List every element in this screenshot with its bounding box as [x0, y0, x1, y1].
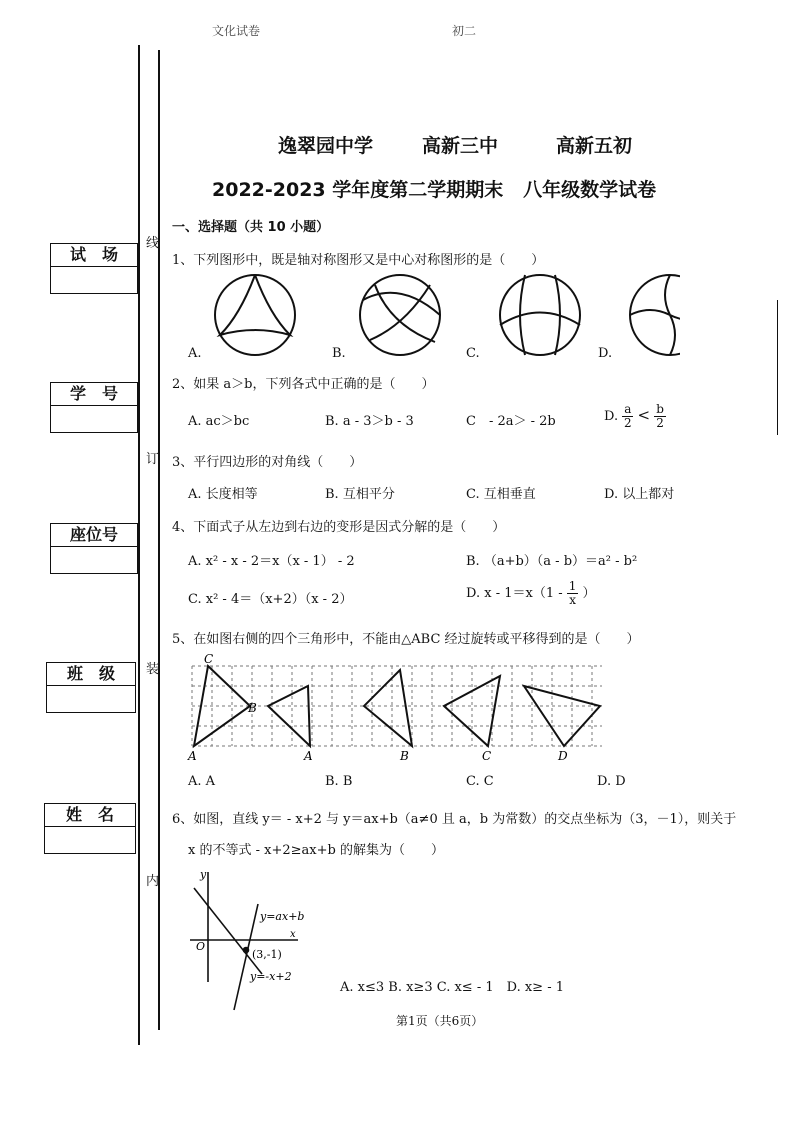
q4-option-a: A. x² - x - 2＝x（x - 1） - 2	[188, 554, 355, 569]
q4-option-d-suffix: ）	[582, 586, 596, 601]
q5-triangle-d	[524, 686, 600, 746]
seat-number-label: 座位号	[51, 524, 137, 547]
side-char-xian: 线	[146, 236, 160, 251]
q2-frac-left-den: 2	[623, 416, 632, 430]
q2-frac-right-num: b	[656, 402, 664, 416]
side-char-nei: 内	[146, 874, 160, 889]
q2-frac-right-den: 2	[656, 416, 664, 430]
q5-triangle-a	[268, 686, 310, 746]
q2-option-a: A. ac＞bc	[188, 414, 250, 429]
q6-x-label: x	[290, 929, 296, 940]
class-box[interactable]	[46, 662, 136, 713]
q5-triangle-b	[364, 670, 412, 746]
q5-label-a-vertex: A	[188, 749, 197, 763]
q1-label-a: A.	[188, 346, 202, 361]
q4-option-d	[466, 580, 596, 607]
school-1: 逸翠园中学	[278, 135, 374, 157]
q2-option-b: B. a - 3＞b - 3	[325, 414, 414, 429]
q2-option-d-prefix: D.	[604, 409, 619, 424]
q4-frac-den: x	[569, 593, 576, 607]
q2-option-d	[604, 403, 666, 430]
side-char-ding: 订	[146, 452, 160, 467]
edge-mark	[777, 300, 778, 435]
q6-point-label: (3,-1)	[252, 948, 282, 961]
q2-stem: 2、如果 a＞b，下列各式中正确的是（ ）	[172, 377, 435, 392]
q1-stem: 1、下列图形中，既是轴对称图形又是中心对称图形的是（ ）	[172, 253, 545, 268]
q6-line2-label: y=-x+2	[250, 970, 292, 983]
q2-frac-left	[622, 403, 633, 430]
q2-frac-right	[654, 403, 666, 430]
q6-stem-line1: 6、如图，直线 y＝ - x+2 与 y＝ax+b（a≠0 且 a，b 为常数）的交点坐标为（3，－1），则关于	[172, 812, 737, 827]
q1-label-d: D.	[598, 346, 613, 361]
q6-line1-label: y=ax+b	[260, 910, 305, 923]
q6-stem-line2: x 的不等式 - x+2≥ax+b 的解集为（ ）	[188, 843, 444, 858]
q1-label-c: C.	[466, 346, 480, 361]
q6-graph	[186, 864, 306, 1014]
exam-title: 2022-2023 学年度第二学期期末 八年级数学试卷	[212, 179, 657, 201]
school-2: 高新三中	[422, 135, 499, 157]
q4-option-b: B. （a+b）（a - b）＝a² - b²	[466, 554, 638, 569]
student-id-box[interactable]	[50, 382, 138, 433]
q4-stem: 4、下面式子从左边到右边的变形是因式分解的是（ ）	[172, 520, 506, 535]
q6-y-label: y	[200, 868, 207, 881]
q3-option-b: B. 互相平分	[325, 487, 395, 502]
q4-frac	[567, 580, 579, 607]
q5-stem: 5、在如图右侧的四个三角形中，不能由△ABC 经过旋转或平移得到的是（ ）	[172, 632, 640, 647]
q5-label-tri-a: A	[304, 749, 313, 763]
binding-line-outer	[138, 45, 140, 1045]
q4-option-d-prefix: D. x - 1＝x（1 -	[466, 586, 563, 601]
page-footer: 第1页（共6页）	[396, 1014, 484, 1028]
q5-label-c-vertex: C	[204, 652, 214, 666]
q1-figure-d	[630, 275, 680, 355]
q5-option-d: D. D	[597, 774, 626, 789]
name-box[interactable]	[44, 803, 136, 854]
q1-label-b: B.	[332, 346, 346, 361]
name-label: 姓 名	[45, 804, 135, 827]
q6-options: A. x≤3 B. x≥3 C. x≤ - 1 D. x≥ - 1	[340, 980, 565, 995]
q4-option-c: C. x² - 4＝（x+2）（x - 2）	[188, 592, 353, 607]
q5-label-tri-c: C	[482, 749, 492, 763]
q1-figure-a	[215, 275, 295, 355]
top-scrap-left: 文化试卷	[212, 24, 261, 38]
section-heading: 一、选择题（共 10 小题）	[172, 220, 330, 235]
q5-option-b: B. B	[325, 774, 353, 789]
q6-origin-label: O	[196, 940, 206, 953]
q3-option-c: C. 互相垂直	[466, 487, 536, 502]
q5-label-b-vertex: B	[248, 701, 257, 715]
school-3: 高新五初	[556, 135, 633, 157]
top-scrap-right: 初二	[452, 24, 477, 38]
q5-grid-figure	[186, 652, 606, 764]
q2-frac-left-num: a	[624, 402, 632, 416]
class-label: 班 级	[47, 663, 135, 686]
q1-figure-c	[500, 275, 580, 355]
q3-option-a: A. 长度相等	[188, 487, 258, 502]
q5-label-tri-b: B	[400, 749, 409, 763]
student-id-label: 学 号	[51, 383, 137, 406]
q2-option-d-op: <	[637, 406, 651, 424]
q5-option-c: C. C	[466, 774, 494, 789]
q5-option-a: A. A	[188, 774, 216, 789]
exam-room-box[interactable]	[50, 243, 138, 294]
q3-stem: 3、平行四边形的对角线（ ）	[172, 455, 363, 470]
q4-frac-num: 1	[568, 579, 577, 593]
seat-number-box[interactable]	[50, 523, 138, 574]
q2-option-c: C - 2a＞ - 2b	[466, 414, 556, 429]
q5-label-tri-d: D	[558, 749, 568, 763]
side-char-zhuang: 装	[146, 662, 160, 677]
q3-option-d: D. 以上都对	[604, 487, 675, 502]
exam-room-label: 试 场	[51, 244, 137, 267]
q1-figure-b	[360, 275, 440, 355]
